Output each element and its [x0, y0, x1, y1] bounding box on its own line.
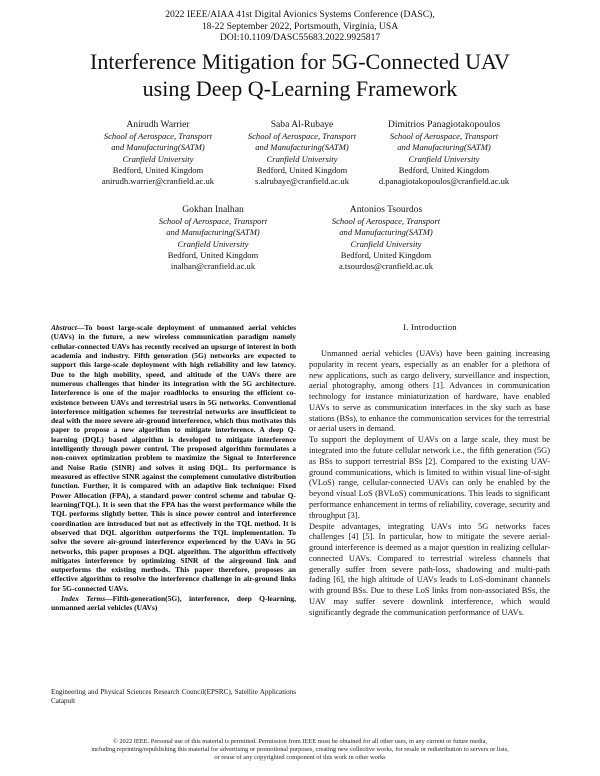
author-name: Anirudh Warrier [126, 119, 190, 130]
author-email: s.alrubaye@cranfield.ac.uk [254, 176, 350, 187]
author-affiliation: School of Aerospace, Transport [247, 131, 357, 142]
author-university: Cranfield University [122, 153, 194, 164]
author-name: Antonios Tsourdos [349, 204, 423, 215]
author-affiliation: School of Aerospace, Transport [389, 131, 499, 142]
intro-paragraph: Despite advantages, integrating UAVs into 5G networks faces challenges [4] [5]. In particular, how to mitigate the severe aerial-ground interference is deemed as a major question in realizing cellular-connected UAVs. Compared to terrestrial wireless channels that generally suffer from severe path-loss, shadowing and multi-path fading [6], the high altitude of UAVs leads to LoS-dominant channels with ground BSs. Due to these LoS links from non-associated BSs, the UAV may suffer severe downlink interference, which would significantly degrade the communication performance of UAVs. [309, 521, 550, 617]
abstract-text: —To boost large-scale deployment of unmanned aerial vehicles (UAVs) in the future, a new wireless communication paradigm namely cellular-connected UAVs has recently received an upsurge of interest in both academia and industry. Fifth generation (5G) networks are expected to support this large-scale deployment with high reliability and low latency. Due to the high mobility, speed, and altitude of the UAVs there are numerous challenges that hinder its integration with the 5G architecture. Interference is one of the major roadblocks to ensuring the efficient co-existence between UAVs and terrestrial users in 5G networks. Conventional interference mitigation schemes for terrestrial networks are insufficient to deal with the more severe air-ground interference, which thus motivates this paper to propose a new algorithm to mitigate interference. A deep Q-learning (DQL) based algorithm is developed to mitigate interference intelligently through power control. The proposed algorithm formulates a non-convex optimization problem to maximize the Signal to Interference and Noise Ratio (SINR) and solves it using DQL. Its performance is measured as effective SINR against the complement cumulative distribution function. Further, it is compared with an adaptive link technique: Fixed Power Allocation (FPA), a standard power control scheme and tabular Q-learning(TQL). It is seen that the FPA has the worst performance while the TQL performs slightly better. This is since power control and interference coordination are introduced but not as effectively in the TQL method. It is observed that DQL algorithm outperforms the TQL implementation. To solve the severe air-ground interference experienced by the UAVs in 5G networks, this paper proposes a DQL algorithm. The algorithm effectively mitigates interference by optimizing SINR of the airground link and outperforms the existing methods. This paper therefore, proposes an effective algorithm to resolve the interference challenge in air-ground links for 5G-connected UAVs. [51, 323, 296, 593]
author-email: a.tsourdos@cranfield.ac.uk [338, 261, 434, 272]
author-affiliation: and Manufacturing(SATM) [339, 227, 433, 238]
author-affiliation: and Manufacturing(SATM) [166, 227, 260, 238]
intro-paragraph: Unmanned aerial vehicles (UAVs) have been gaining increasing popularity in recent years, especially as an enabler for a plethora of new applications, such as cargo delivery, surveillance and inspection, aerial photography, among others [1]. Advances in communication technology for instance miniaturization of hardware, have enabled UAVs to serve as communication interfaces in the sky such as base stations (BSs), to enhance the communication services for the terrestrial or aerial users in demand. [309, 349, 550, 434]
index-terms-text: —Fifth-generation(5G), interference, deep Q-learning, unmanned aerial vehicles (UAVs) [51, 594, 297, 613]
author-affiliation: School of Aerospace, Transport [103, 131, 213, 142]
abstract-body [51, 323, 296, 593]
abstract [51, 323, 296, 613]
funding-note: Engineering and Physical Sciences Research Council(EPSRC), Satellite Applications Catapult [51, 688, 296, 705]
index-terms [51, 594, 296, 613]
author-affiliation: and Manufacturing(SATM) [111, 142, 205, 153]
copyright-line-1: © 2022 IEEE. Personal use of this material is permitted. Permission from IEEE must be obtained for all other uses, in any current or future media, [112, 738, 488, 745]
intro-paragraph: To support the deployment of UAVs on a large scale, they must be integrated into the future cellular network i.e., the fifth generation (5G) as BSs to support terrestrial BSs [2]. Compared to the existing UAV-ground communications, which is limited to within visual line-of-sight (VLoS) range, cellular-connected UAVs can only be enabled by the beyond visual LoS (BVLoS) communications. This leads to significant performance enhancement in terms of reliability, coverage, security and throughput [3]. [309, 435, 550, 520]
copyright-notice [0, 738, 600, 763]
paper-title [20, 48, 580, 102]
doi-line: DOI:10.1109/DASC55683.2022.9925817 [219, 32, 381, 43]
copyright-line-2: including reprinting/republishing this material for advertising or promotional purposes, creating new collective works, for resale or redistribution to servers or lists, [91, 746, 509, 754]
author-location: Bedford, United Kingdom [398, 164, 490, 175]
author-block [118, 204, 308, 272]
conference-info [0, 9, 600, 44]
author-name: Gokhan Inalhan [182, 204, 244, 215]
title-line-2: using Deep Q-Learning Framework [142, 76, 458, 101]
index-terms-label: Index Terms [61, 594, 106, 604]
conference-line-2: 18-22 September 2022, Portsmouth, Virginia, USA [201, 20, 399, 32]
author-affiliation: and Manufacturing(SATM) [397, 142, 491, 153]
author-affiliation: School of Aerospace, Transport [158, 216, 268, 227]
author-location: Bedford, United Kingdom [340, 249, 432, 260]
author-name: Saba Al-Rubaye [270, 119, 334, 130]
author-location: Bedford, United Kingdom [256, 164, 348, 175]
conference-line-1: 2022 IEEE/AIAA 41st Digital Avionics Systems Conference (DASC), [165, 9, 435, 20]
copyright-line-3: or reuse of any copyrighted component of this work in other works [214, 754, 386, 762]
abstract-label: Abstract [51, 323, 77, 332]
introduction-body [309, 349, 550, 619]
author-location: Bedford, United Kingdom [112, 164, 204, 175]
author-block [291, 204, 481, 272]
author-email: inalhan@cranfield.ac.uk [170, 261, 256, 272]
author-affiliation: School of Aerospace, Transport [331, 216, 441, 227]
author-affiliation: and Manufacturing(SATM) [255, 142, 349, 153]
author-email: d.panagiotakopoulos@cranfield.ac.uk [378, 176, 510, 187]
section-heading: I. Introduction [403, 322, 457, 332]
author-university: Cranfield University [408, 153, 480, 164]
author-name: Dimitrios Panagiotakopoulos [387, 119, 501, 130]
author-university: Cranfield University [266, 153, 338, 164]
author-location: Bedford, United Kingdom [167, 249, 259, 260]
title-line-1: Interference Mitigation for 5G-Connected UAV [90, 49, 510, 74]
author-university: Cranfield University [350, 238, 422, 249]
author-email: anirudh.warrier@cranfield.ac.uk [101, 176, 215, 187]
author-university: Cranfield University [177, 238, 249, 249]
author-block [349, 119, 539, 187]
